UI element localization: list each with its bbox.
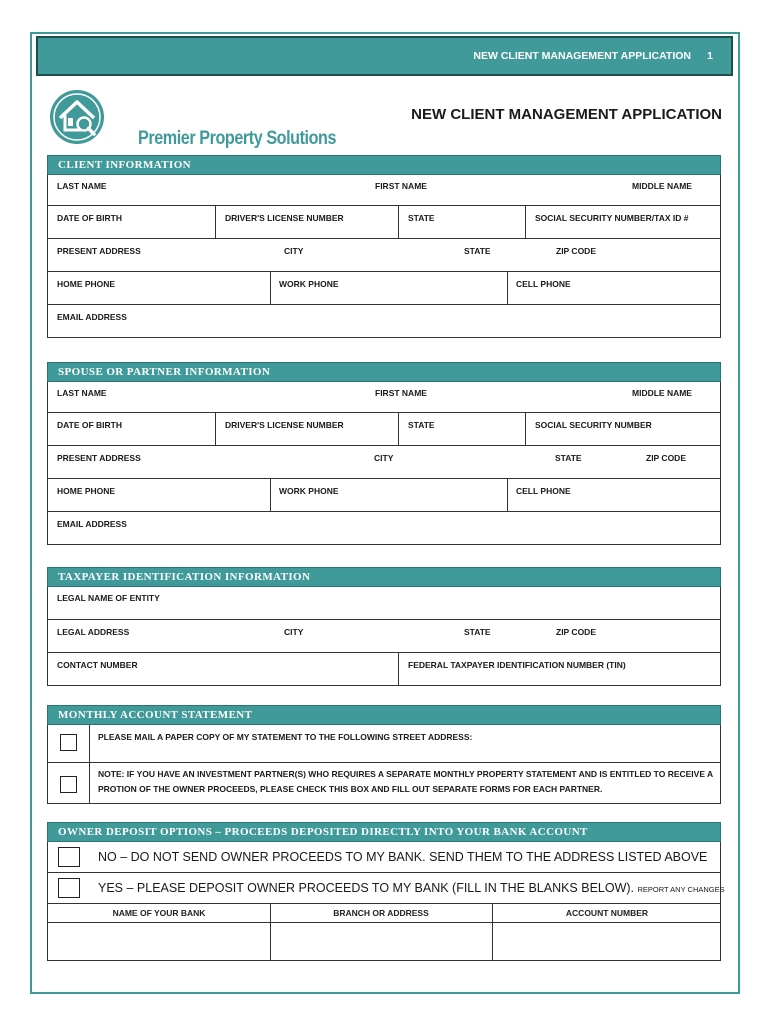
legal-address-label: LEGAL ADDRESS xyxy=(57,627,130,637)
mail-statement-text: PLEASE MAIL A PAPER COPY OF MY STATEMENT TO THE FOLLOWING STREET ADDRESS: xyxy=(98,732,473,742)
bank-name-field[interactable] xyxy=(48,923,270,960)
work-phone-label: WORK PHONE xyxy=(279,279,339,289)
ssn-label: SOCIAL SECURITY NUMBER/TAX ID # xyxy=(535,213,689,223)
zip-label: ZIP CODE xyxy=(646,453,686,463)
spouse-id-row[interactable] xyxy=(47,413,721,446)
client-id-row[interactable] xyxy=(47,206,721,239)
note-line-1: NOTE: IF YOU HAVE AN INVESTMENT PARTNER(S) WHO REQUIRES A SEPARATE MONTHLY PROPERTY STATEMENT AND IS ENTITLED TO RECEIVE A xyxy=(98,769,714,779)
home-phone-label: HOME PHONE xyxy=(57,279,116,289)
entity-label: LEGAL NAME OF ENTITY xyxy=(57,593,160,603)
bank-fields-row xyxy=(47,923,721,961)
partner-note-text xyxy=(98,767,713,797)
deposit-yes-row xyxy=(47,873,725,904)
spouse-address-row[interactable] xyxy=(47,446,721,479)
first-name-label: FIRST NAME xyxy=(375,388,427,398)
house-magnifier-logo xyxy=(48,88,106,146)
city-label: CITY xyxy=(284,627,304,637)
note-line-2: PROTION OF THE OWNER PROCEEDS, PLEASE CHECK THIS BOX AND FILL OUT SEPARATE FORMS FOR EACH PARTNER. xyxy=(98,784,603,794)
spouse-phone-row[interactable] xyxy=(47,479,721,512)
section-heading: OWNER DEPOSIT OPTIONS – PROCEEDS DEPOSITED DIRECTLY INTO YOUR BANK ACCOUNT xyxy=(47,822,721,842)
taxpayer-section xyxy=(47,567,721,686)
deposit-no-text: NO – DO NOT SEND OWNER PROCEEDS TO MY BANK. SEND THEM TO THE ADDRESS LISTED ABOVE xyxy=(98,850,708,864)
client-address-row[interactable] xyxy=(47,239,721,272)
deposit-no-checkbox[interactable] xyxy=(58,847,80,867)
state-label: STATE xyxy=(408,420,435,430)
header-title: NEW CLIENT MANAGEMENT APPLICATION xyxy=(473,50,691,62)
header-band xyxy=(36,36,733,76)
section-heading: SPOUSE OR PARTNER INFORMATION xyxy=(47,362,721,382)
client-information-section xyxy=(47,155,721,338)
deposit-section xyxy=(47,822,725,961)
cell-phone-label: CELL PHONE xyxy=(516,279,571,289)
statement-section xyxy=(47,705,721,804)
address-label: PRESENT ADDRESS xyxy=(57,246,141,256)
client-email-row[interactable] xyxy=(47,305,721,338)
state-label: STATE xyxy=(464,627,491,637)
zip-label: ZIP CODE xyxy=(556,627,596,637)
dob-label: DATE OF BIRTH xyxy=(57,420,123,430)
home-phone-label: HOME PHONE xyxy=(57,486,116,496)
spouse-name-row[interactable] xyxy=(47,382,721,413)
state-label: STATE xyxy=(555,453,582,463)
deposit-yes-text xyxy=(98,881,725,895)
email-label: EMAIL ADDRESS xyxy=(57,312,127,322)
contact-row[interactable] xyxy=(47,653,721,686)
cell-phone-label: CELL PHONE xyxy=(516,486,571,496)
state-label: STATE xyxy=(408,213,435,223)
work-phone-label: WORK PHONE xyxy=(279,486,339,496)
branch-header: BRANCH OR ADDRESS xyxy=(333,908,429,918)
section-heading: CLIENT INFORMATION xyxy=(47,155,721,175)
address-label: PRESENT ADDRESS xyxy=(57,453,141,463)
mail-statement-checkbox[interactable] xyxy=(60,734,77,751)
spouse-email-row[interactable] xyxy=(47,512,721,545)
zip-label: ZIP CODE xyxy=(556,246,596,256)
deposit-no-row xyxy=(47,842,721,873)
report-changes-note: REPORT ANY CHANGES xyxy=(637,885,725,894)
city-label: CITY xyxy=(374,453,394,463)
account-number-field[interactable] xyxy=(492,923,720,960)
bank-header-row xyxy=(47,904,721,923)
last-name-label: LAST NAME xyxy=(57,388,107,398)
ssn-label: SOCIAL SECURITY NUMBER xyxy=(535,420,652,430)
mail-statement-row xyxy=(47,725,721,763)
license-label: DRIVER'S LICENSE NUMBER xyxy=(225,213,344,223)
partner-note-row xyxy=(47,763,721,804)
bank-name-header: NAME OF YOUR BANK xyxy=(112,908,206,918)
section-heading: MONTHLY ACCOUNT STATEMENT xyxy=(47,705,721,725)
partner-statement-checkbox[interactable] xyxy=(60,776,77,793)
license-label: DRIVER'S LICENSE NUMBER xyxy=(225,420,344,430)
document-title: NEW CLIENT MANAGEMENT APPLICATION xyxy=(411,106,722,123)
account-number-header: ACCOUNT NUMBER xyxy=(565,908,649,918)
deposit-yes-checkbox[interactable] xyxy=(58,878,80,898)
branch-field[interactable] xyxy=(270,923,492,960)
state-label: STATE xyxy=(464,246,491,256)
middle-name-label: MIDDLE NAME xyxy=(632,181,692,191)
section-heading: TAXPAYER IDENTIFICATION INFORMATION xyxy=(47,567,721,587)
spouse-information-section xyxy=(47,362,721,545)
contact-label: CONTACT NUMBER xyxy=(57,660,138,670)
client-name-row[interactable] xyxy=(47,175,721,206)
brand-name: Premier Property Solutions xyxy=(138,128,337,149)
city-label: CITY xyxy=(284,246,304,256)
tin-label: FEDERAL TAXPAYER IDENTIFICATION NUMBER (TIN) xyxy=(408,660,626,670)
dob-label: DATE OF BIRTH xyxy=(57,213,123,223)
page-number: 1 xyxy=(707,50,713,62)
client-phone-row[interactable] xyxy=(47,272,721,305)
middle-name-label: MIDDLE NAME xyxy=(632,388,692,398)
email-label: EMAIL ADDRESS xyxy=(57,519,127,529)
legal-address-row[interactable] xyxy=(47,620,721,653)
deposit-yes-label: YES – PLEASE DEPOSIT OWNER PROCEEDS TO MY BANK (FILL IN THE BLANKS BELOW). xyxy=(98,881,635,895)
last-name-label: LAST NAME xyxy=(57,181,107,191)
entity-row[interactable] xyxy=(47,587,721,620)
first-name-label: FIRST NAME xyxy=(375,181,427,191)
